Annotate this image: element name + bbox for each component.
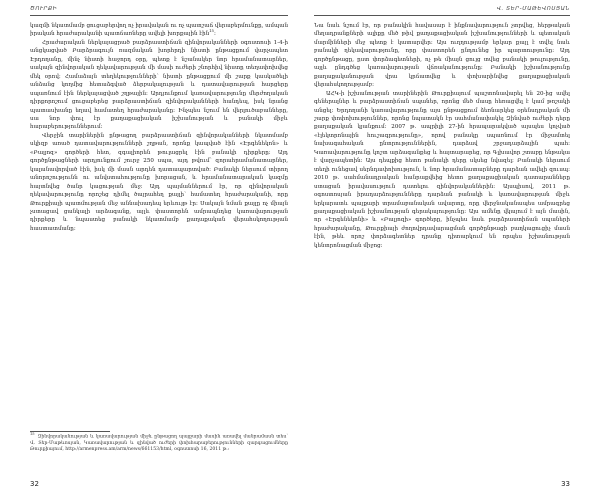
- right-body-text: [314, 22, 570, 470]
- right-page-number: 33: [561, 480, 570, 488]
- right-paragraph: ԱՀԿ-ի իշխանության տարիներին Թուրքիայում պաշտոնավարել են 20-ից ավել գեներալներ և բարձրաստիճան սպաներ, որոնց մեծ մասը հեռացվել է կամ թոշակի անցել: Երդողանի կառավարությունը այս ընթացքում ձեռնարկեց օրենսդրական մի շարք փոփոխություններ, որոնց նպատակն էր սահմանափակել Զինված ուժերի դերը քաղաքական կյանքում: 2007 թ. ապրիլի 27-ին հրապարակված այսպես կոչված «էլեկտրոնային հուշագրությունը», որով բանակը սպառնում էր միջամտել նախագահական ընտրություններին, դարձավ շրջադարձային պահ: Կառավարությունը կոշտ արձագանքեց և հայտարարեց, որ Գլխավոր շտաբը ենթակա է վարչապետին: Այս դեպքից հետո բանակի դերը սկսեց նվազել: Բանակի ներսում տեղի ունեցավ սերնդափոխություն, և նոր հրամանատարները դարձան ավելի զուսպ: 2010 թ. սահմանադրական հանրաքվեից հետո քաղաքացիական դատարանները ստացան իրավասություն դատելու զինվորականներին: Այսպիսով, 2011 թ. օգոստոսյան իրադարձությունները դարձան բանակի և կառավարության միջև երկարատև պայքարի տրամաբանական ավարտը, որը վերջնականապես ամրագրեց քաղաքացիական իշխանության գերակայությունը: Այս ամենը վկայում է այն մասին, որ «Էրգենեկոնի» և «Բալյոզի» գործերը, ինչպես նաև բարձրաստիճան սպաների հրաժարականը, Թուրքիայի ժողովրդավարացման գործընթացի բաղկացուցիչ մասն էին, թեև որոշ փորձագետներ դրանք դիտարկում են որպես իշխանության կենտրոնացման միջոց:: [314, 90, 570, 249]
- left-body-text: [30, 22, 288, 426]
- footnote-ref[interactable]: 15: [209, 28, 214, 34]
- right-running-header: Վ. ՏԵՐ-ՄԱԹԵՎՈՍՅԱՆ: [496, 6, 570, 12]
- left-paragraph: Հրաժարական ներկայացրած բարձրաստիճան զինվորականների օգոստոսի 1-4-ի անցկացված Բարձրագույն ռազմական խորհրդի նիստի ընթացքում վարչապետ Էրդողանը, մինչ նիստի հաջորդ օրը, պետք է նշանակեր նոր հրամանատարներ, սակայն զինվորական ղեկավարության մի մասի ուժերի շնորհիվ նիստը տեղափոխվեց մեկ օրով: Համաձայն տեղեկությունների՝ նիստի ընթացքում մի շարք կասկածելի անձանց կողմից հետաձգված ձերբակալության և դատավարության հարցերը սպառնում էին ներկայացված շղթային: Արդյունքում կառավարությունը մերժողական դիրքորոշում ցուցաբերեց բարձրաստիճան զինվորականների հանդեպ, իսկ նրանց պատասխանը եղավ համատեղ հրաժարականը: Ինչպես նշում են վերլուծաբանները, սա նոր փուլ էր քաղաքացիական իշխանության և բանակի միջև հարաբերություններում:: [30, 39, 288, 131]
- footnote-number: 15: [30, 432, 35, 436]
- left-header-rule: [30, 15, 288, 16]
- right-header-rule: [314, 15, 570, 16]
- left-paragraph: Վերջին տարիներին ընթացող բարձրաստիճան զինվորականների նկատմամբ սկիզբ առած դատավարությունների շղթան, որոնք կապված էին «Էրգենեկոն» և «Բալյոզ» գործերի հետ, զգալիորեն թուլացրել էին բանակի դիրքերը: Այդ գործընթացների արդյունքում շուրջ 250 սպա, այդ թվում՝ զորահրամանատարներ, կալանավորված էին, իսկ մի մասն արդեն դատապարտված: Բանակի ներսում տիրող անորոշությունն ու անվստահությունը խորացան, և հրամանատարական կազմը հայտնվեց ծանր կացության մեջ: Այդ պայմաններում էր, որ զինվորական ղեկավարությունը որոշեց դիմել ծայրահեղ քայլի՝ համատեղ հրաժարականի, որը Թուրքիայի պատմության մեջ աննախադեպ երևույթ էր: Սակայն նման քայլը ոչ միայն չստացավ ցանկալի արձագանք, այլև փաստորեն ամրապնդեց կառավարության դիրքերը և նպաստեց բանակի նկատմամբ քաղաքական վերահսկողության հաստատմանը:: [30, 132, 288, 232]
- right-page: [300, 0, 600, 496]
- left-paragraph: կազմի նկատմամբ ցուցաբերվող ոչ իրավական ու ոչ պատշաճ վերաբերմունքը, ամպան իրական հրաժարականի պատճառները ավելի խորքային էին$^{15}$:: [30, 23, 288, 38]
- footnote-text: Զինվորականության և կառավարության միջև ընթացող պայքարի մասին առավել մանրամասն տես՝ Վ. Տեր-Մաթևոսյան, Կառավարության և զինված ուժերի փոխհարաբերությունների զարգացումները Թուրքիայում, http://armenpress.am/arm/news/661153/html, օգոստոսի 16, 2011 թ.:: [30, 434, 288, 453]
- left-paragraph-text: կազմի նկատմամբ ցուցաբերվող ոչ իրավական ու ոչ պատշաճ վերաբերմունքը, ամպան իրական հրաժարականի պատճառները ավելի խորքային էին: [30, 23, 288, 38]
- left-page-number: 32: [30, 480, 39, 488]
- right-paragraph: Նա նաև նշում էր, որ բանակին հավասար է ինքնավարություն չտրվեց, հերթական մեղադրանքների ալիքը մեծ թիվ քաղաքացիական իշխանությունների և պետական մարմինների մեջ պետք է կատարվեր: Այս ուղղությամբ երկար քայլ է տվել նաև բանակի ղեկավարությունը, որը փաստորեն ընդունեց իր պարտությունը: Այդ գործընթացը, ըստ փորձագետների, ոչ թե միայն ցույց տվեց բանակի թուլությունը, այլև ընդգծեց կառավարության վճռականությունը: Բանակի իշխանությունը քաղաքականության վրա կրճատվեց և փոխարինվեց քաղաքացիական վերահսկողությամբ:: [314, 23, 570, 89]
- left-running-header: ԾՈՒՐՔԻ: [30, 6, 58, 12]
- footnote-rule: [30, 431, 110, 432]
- footnote: [30, 434, 288, 454]
